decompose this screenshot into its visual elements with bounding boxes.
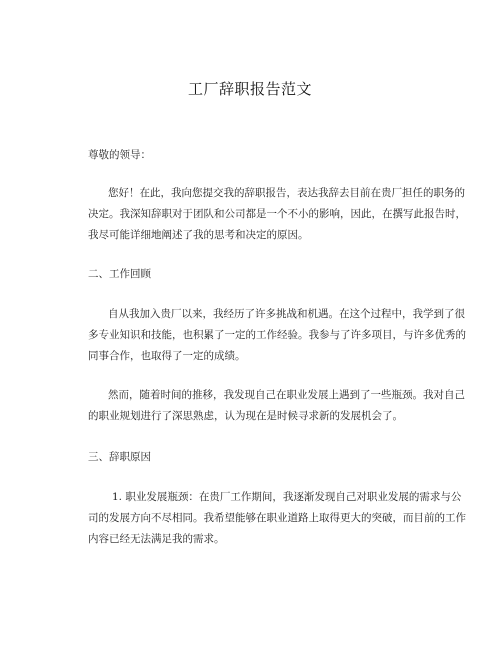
review-para1-line-3: 同事合作，也取得了一定的成绩。	[88, 350, 246, 362]
intro-line-2: 决定。我深知辞职对于团队和公司都是一个不小的影响，因此，在撰写此报告时，	[88, 208, 466, 220]
intro-line-1: 您好！在此，我向您提交我的辞职报告，表达我辞去目前在贵厂担任的职务的	[108, 187, 465, 199]
review-para1-line-2: 多专业知识和技能，也积累了一定的工作经验。我参与了许多项目，与许多优秀的	[88, 329, 466, 341]
reason-item1-line-3: 内容已经无法满足我的需求。	[88, 533, 225, 545]
review-para2-line-2: 的职业规划进行了深思熟虑，认为现在是时候寻求新的发展机会了。	[88, 410, 403, 422]
greeting: 尊敬的领导：	[88, 149, 151, 161]
intro-line-3: 我尽可能详细地阐述了我的思考和决定的原因。	[88, 229, 309, 241]
review-para1-line-1: 自从我加入贵厂以来，我经历了许多挑战和机遇。在这个过程中，我学到了很	[108, 308, 465, 320]
review-para2-line-1: 然而，随着时间的推移，我发现自己在职业发展上遇到了一些瓶颈。我对自己	[108, 389, 465, 401]
reason-item1-line-1: 1. 职业发展瓶颈：在贵厂工作期间，我逐渐发现自己对职业发展的需求与公	[112, 491, 462, 503]
section-heading-resignation-reasons: 三、辞职原因	[88, 451, 151, 463]
reason-item1-line-2: 司的发展方向不尽相同。我希望能够在职业道路上取得更大的突破，而目前的工作	[88, 512, 466, 524]
document-title: 工厂辞职报告范文	[187, 80, 312, 98]
section-heading-work-review: 二、工作回顾	[88, 268, 151, 280]
